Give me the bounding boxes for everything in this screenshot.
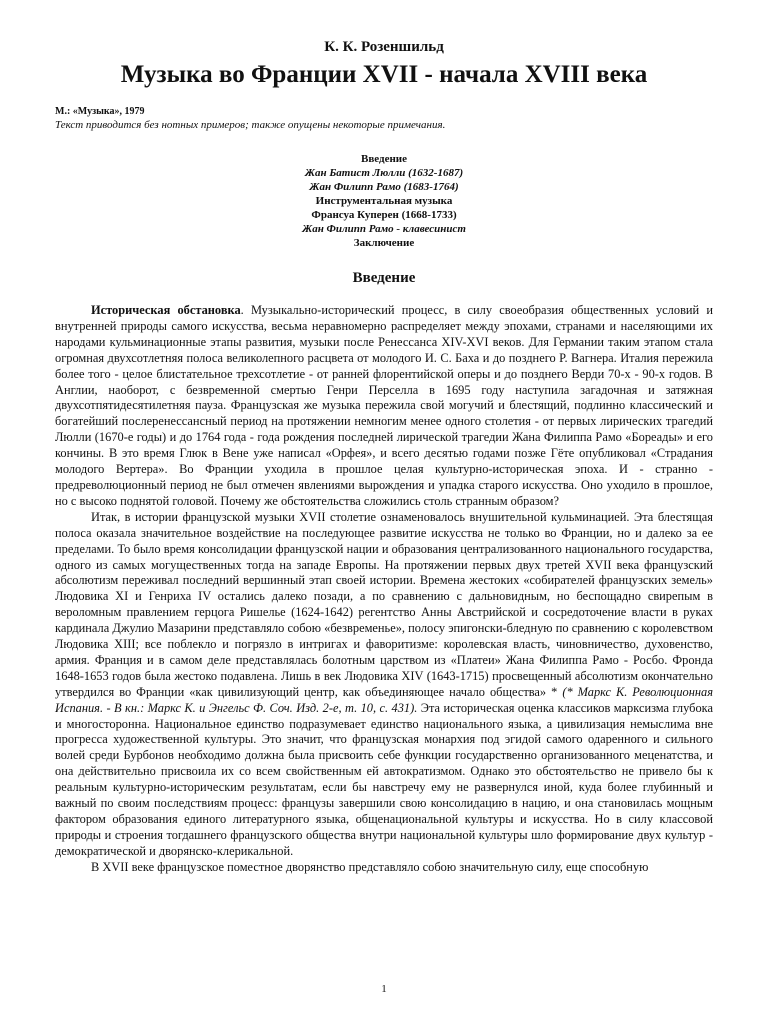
document-page [55,38,713,876]
paragraph-1 [55,303,713,510]
paragraph-2-text-a: Итак, в истории французской музыки XVII столетие ознаменовалось внушительной кульминацией. Эта блестящая полоса оказала значительное воздействие на последующее развитие искусства не только во Франции, но и далеко за ее пределами. То было время консолидации французской нации и образования централизованного национального государства, одного из самых могущественных тогда на западе Европы. На протяжении первых двух третей XVII века французский абсолютизм переживал последний вершинный этап своей истории. Времена жестоких «собирателей французских земель» Людовика XI и Генриха IV остались далеко позади, а по сравнению с дальновидным, но беспощадно свирепым в вероломным правлением герцога Ришелье (1624-1642) регентство Анны Австрийской и сосредоточение власти в руках кардинала Джулио Мазарини представляло собою «безвременье», полосу эпигонски-бледную по сравнению с королевством Людовика XIII; все поблекло и погрязло в интригах и фаворитизме: королевская власть, чиновничество, духовенство, армия. Франция и в самом деле представлялась болотным царством из «Платеи» Жана Филиппа Рамо - Росбо. Фронда 1648-1653 годов была жестоко подавлена. Лишь в век Людовика XIV (1643-1715) просвещенный абсолютизм окончательно утвердился во Франции «как цивилизующий центр, как объединяющее начало общества» * [55,509,713,699]
paragraph-2-text-b: Эта историческая оценка классиков марксизма глубока и многосторонна. Национальное единство подразумевает единство национального языка, а цивилизация немыслима вне прогресса художественной культуры. Это значит, что французская монархия под эгидой самого одаренного и сильного волей среди Бурбонов необходимо должна была присвоить себе функции государственно организованного меценатства, и она действительно присвоила их со всем свойственным ей автократизмом. Однако это обстоятельство не привело бы к реальным культурно-историческим результатам, если бы навстречу ему не развернулся иной, куда более глубинный и важный по своим последствиям процесс: французы завершили свою консолидацию в нацию, и она становилась мощным фактором образования единого литературного языка, общенациональной культуры и искусства. Но в силу классовой природы и строения тогдашнего французского общества внутри национальной культуры шло формирование двух культур - демократической и дворянско-клерикальной. [55,700,713,858]
editorial-note: Текст приводится без нотных примеров; также опущены некоторые примечания. [55,119,446,131]
paragraph-lead: Историческая обстановка [91,303,241,317]
paragraph-2 [55,510,713,860]
page-number: 1 [381,983,387,995]
toc-item-rameau[interactable]: Жан Филипп Рамо (1683-1764) [309,181,459,193]
section-heading: Введение [352,270,416,286]
toc-item-rameau-harpsichordist[interactable]: Жан Филипп Рамо - клавесинист [302,223,466,235]
author-name: К. К. Розеншильд [324,39,444,55]
paragraph-3 [55,860,713,876]
footnote-citation: (* Маркс К. Революционная Испания. - В кн.: Маркс К. и Энгельс Ф. Соч. Изд. 2-е, т. 10, с. 431). [55,684,714,715]
toc-item-introduction[interactable]: Введение [360,153,408,165]
toc-item-couperin[interactable]: Франсуа Куперен (1668-1733) [311,209,457,221]
toc-item-instrumental-music[interactable]: Инструментальная музыка [315,195,453,207]
toc-item-lully[interactable]: Жан Батист Люлли (1632-1687) [304,167,464,179]
toc-item-conclusion[interactable]: Заключение [353,237,415,249]
document-title: Музыка во Франции XVII - начала XVIII века [120,61,648,88]
paragraph-3-text: В XVII веке французское поместное дворянство представляло собою значительную силу, еще способную [91,859,649,874]
table-of-contents [55,152,713,250]
body-text [55,303,713,876]
publication-source: М.: «Музыка», 1979 [55,106,145,117]
paragraph-1-text: . Музыкально-исторический процесс, в силу своеобразия общественных условий и внутренней природы самого искусства, весьма неравномерно распределяет между эпохами, странами и населяющими их народами кульминационные этапы развития, музыки после Ренессанса XIV-XVI веков. Для Германии таким этапом стала огромная двухсотлетняя полоса великолепного расцвета от молодого И. С. Баха и до позднего Р. Вагнера. Италия пережила более того - целое блистательное трехсотлетие - от ранней флорентийской оперы и до позднего Верди 70-х - 90-х годов. В Англии, наоборот, с безвременной смертью Генри Перселла в 1695 году наступила загадочная и затяжная двухсотпятидесятилетняя пауза. Французская же музыка пережила свой могучий и блестящий, подлинно классический и богатейший послеренессансный период на протяжении немногим менее одного столетия - от первых лирических трагедий Люлли (1670-е годы) и до 1764 года - года рождения последней лирической трагедии Жана Филиппа Рамо «Бореады» и его кончины. В это время Глюк в Вене уже написал «Орфея», и всего десятью годами позже Гёте опубликовал «Страдания молодого Вертера». Во Франции уходила в прошлое целая культурно-историческая эпоха. И - странно - предреволюционный период не был отмечен явлениями вырождения и упадка старого искусства. Оно уходило в прошлое, но с высоко поднятой головой. Почему же обстоятельства сложились столь странным образом? [55,303,714,508]
